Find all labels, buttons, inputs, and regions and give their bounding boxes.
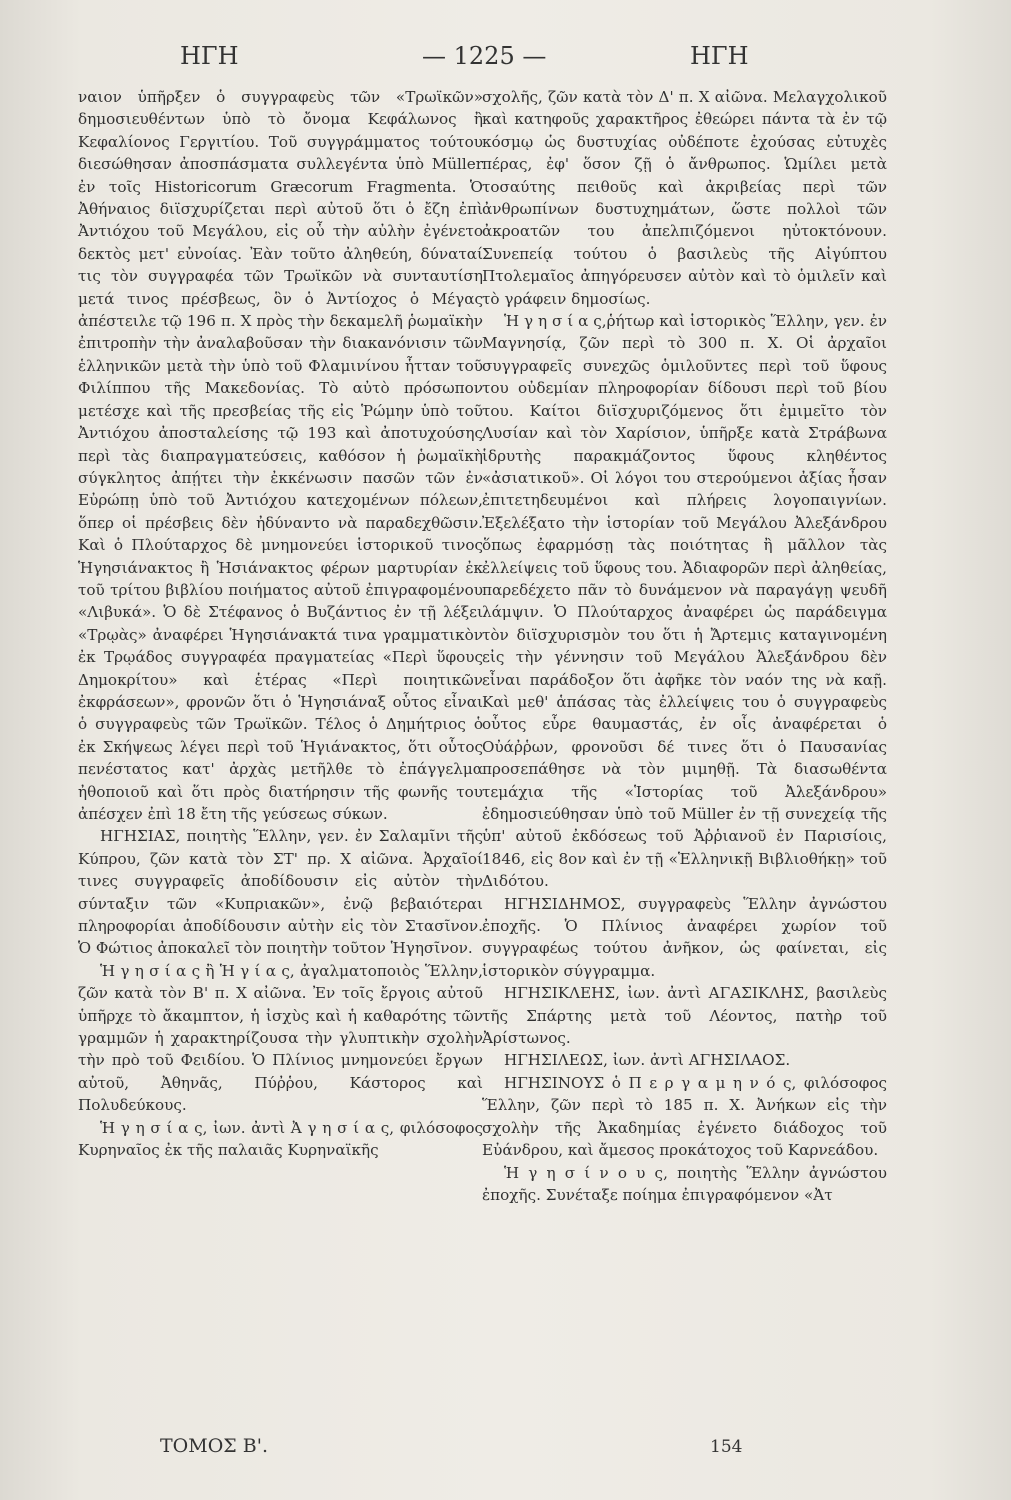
page-header: [60, 42, 950, 82]
right-paragraph: ΗΓΗΣΙΝΟΥΣ ὁ Π ε ρ γ α μ η ν ό ς, φιλόσοφος Ἕλλην, ζῶν περὶ τὸ 185 π. Χ. Ἀνήκων εἰς τὴν σχολὴν τῆς Ἀκαδημίας ἐγένετο διάδοχος τοῦ Εὐάνδρου, καὶ ἄμεσος προκάτοχος τοῦ Καρνεάδου.: [482, 1073, 887, 1160]
right-paragraph: ΗΓΗΣΙΔΗΜΟΣ, συγγραφεὺς Ἕλλην ἀγνώστου ἐποχῆς. Ὁ Πλίνιος ἀναφέρει χωρίον τοῦ συγγραφέως τούτου ἀνῆκον, ὡς φαίνεται, εἰς ἱστορικὸν σύγγραμμα.: [482, 894, 887, 980]
page-number: — 1225 —: [422, 42, 547, 70]
volume-label: ΤΟΜΟΣ Β'.: [160, 1435, 268, 1457]
right-paragraph: ΗΓΗΣΙΛΕΩΣ, ἰων. ἀντὶ ΑΓΗΣΙΛΑΟΣ.: [504, 1051, 791, 1070]
right-column: [482, 86, 887, 1206]
left-paragraph: Ἡ γ η σ ί α ς ἢ Ἡ γ ί α ς, ἀγαλματοποιὸς Ἕλλην, ζῶν κατὰ τὸν Β' π. Χ αἰῶνα. Ἐν τοῖς ἔργοις αὐτοῦ ὑπῆρχε τὸ ἄκαμπτον, ἡ ἰσχὺς καὶ ἡ καθαρότης τῶν γραμμῶν ἡ χαρακτηρίζουσα τὴν γλυπτικὴν σχολὴν τὴν πρὸ τοῦ Φειδίου. Ὁ Πλίνιος μνημονεύει ἔργων αὐτοῦ, Ἀθηνᾶς, Πύῤῥου, Κάστορος καὶ Πολυδεύκους.: [78, 961, 483, 1115]
signature-mark: 154: [710, 1437, 743, 1457]
left-paragraph: Ἡ γ η σ ί α ς, ἰων. ἀντὶ Ἀ γ η σ ί α ς, φιλόσοφος Κυρηναῖος ἐκ τῆς παλαιᾶς Κυρηναϊκῆς: [78, 1118, 483, 1160]
left-paragraph: ναιον ὑπῆρξεν ὁ συγγραφεὺς τῶν «Τρωϊκῶν» δημοσιευθέντων ὑπὸ τὸ ὄνομα Κεφάλωνος ἢ Κεφαλίονος Γεργιτίου. Τοῦ συγγράμματος τούτου διεσώθησαν ἀποσπάσματα συλλεγέντα ὑπὸ Müller ἐν τοῖς Historicorum Græcorum Fragmenta. Ὁ Ἀθήναιος διϊσχυρίζεται περὶ αὐτοῦ ὅτι ὁ ἔζη ἐπὶ Ἀντιόχου τοῦ Μεγάλου, εἰς οὗ τὴν αὐλὴν ἐγένετο δεκτὸς μετ' εὐνοίας. Ἐὰν τοῦτο ἀληθεύη, δύναταί τις τὸν συγγραφέα τῶν Τρωϊκῶν νὰ συνταυτίση μετά τινος πρέσβεως, ὃν ὁ Ἀντίοχος ὁ Μέγας ἀπέστειλε τῷ 196 π. Χ πρὸς τὴν δεκαμελῆ ῥωμαϊκὴν ἐπιτροπὴν τὴν ἀναλαβοῦσαν τὴν διακανόνισιν τῶν ἑλληνικῶν μετὰ τὴν ὑπὸ τοῦ Φλαμινίνου ἧτταν τοῦ Φιλίππου τῆς Μακεδονίας. Τὸ αὐτὸ πρόσωπον μετέσχε καὶ τῆς πρεσβείας τῆς εἰς Ῥώμην ὑπὸ τοῦ Ἀντιόχου ἀποσταλείσης τῷ 193 καὶ ἀποτυχούσης περὶ τὰς διαπραγματεύσεις, καθόσον ἡ ῥωμαϊκὴ σύγκλητος ἀπῄτει τὴν ἐκκένωσιν πασῶν τῶν ἐν Εὐρώπῃ ὑπὸ τοῦ Ἀντιόχου κατεχομένων πόλεων, ὅπερ οἱ πρέσβεις δὲν ἠδύναντο νὰ παραδεχθῶσιν. Καὶ ὁ Πλούταρχος δὲ μνημονεύει ἱστορικοῦ τινος Ἡγησιάνακτος ἢ Ἡσιάνακτος φέρων μαρτυρίαν ἐκ τοῦ τρίτου βιβλίου ποιήματος αὐτοῦ ἐπιγραφομένου «Λιβυκά». Ὁ δὲ Στέφανος ὁ Βυζάντιος ἐν τῇ λέξει «Τρῳὰς» ἀναφέρει Ἡγησιάνακτά τινα γραμματικὸν ἐκ Τρῳάδος συγγραφέα πραγματείας «Περὶ ὕφους Δημοκρίτου» καὶ ἑτέρας «Περὶ ποιητικῶν ἐκφράσεων», φρονῶν ὅτι ὁ Ἡγησιάναξ οὗτος εἶναι ὁ συγγραφεὺς τῶν Τρωϊκῶν. Τέλος ὁ Δημήτριος ὁ ἐκ Σκήψεως λέγει περὶ τοῦ Ἡγιάνακτος, ὅτι οὗτος πενέστατος κατ' ἀρχὰς μετῆλθε τὸ ἐπάγγελμα ἠθοποιοῦ καὶ ὅτι πρὸς διατήρησιν τῆς φωνῆς του ἀπέσχεν ἐπὶ 18 ἔτη τῆς γεύσεως σύκων.: [78, 88, 483, 823]
right-paragraph: σχολῆς, ζῶν κατὰ τὸν Δ' π. Χ αἰῶνα. Μελαγχολικοῦ καὶ κατηφοῦς χαρακτῆρος ἐθεώρει πάντα τὰ ἐν τῷ κόσμῳ ὡς δυστυχίας οὐδέποτε ἐχούσας εὐτυχὲς πέρας, ἐφ' ὅσον ζῇ ὁ ἄνθρωπος. Ὡμίλει μετὰ τοσαύτης πειθοῦς καὶ ἀκριβείας περὶ τῶν ἀνθρωπίνων δυστυχημάτων, ὥστε πολλοὶ τῶν ἀκροατῶν του ἀπελπιζόμενοι ηὐτοκτόνουν. Συνεπείᾳ τούτου ὁ βασιλεὺς τῆς Αἰγύπτου Πτολεμαῖος ἀπηγόρευσεν αὐτὸν καὶ τὸ ὁμιλεῖν καὶ τὸ γράφειν δημοσίως.: [482, 88, 887, 308]
header-left-word: ΗΓΗ: [180, 42, 239, 70]
left-paragraph: ΗΓΗΣΙΑΣ, ποιητὴς Ἕλλην, γεν. ἐν Σαλαμῖνι τῆς Κύπρου, ζῶν κατὰ τὸν ΣΤ' πρ. Χ αἰῶνα. Ἀρχαῖοί τινες συγγραφεῖς ἀποδίδουσιν εἰς αὐτὸν τὴν σύνταξιν τῶν «Κυπριακῶν», ἐνῷ βεβαιότεραι πληροφορίαι ἀποδίδουσιν αὐτὴν εἰς τὸν Στασῖνον. Ὁ Φώτιος ἀποκαλεῖ τὸν ποιητὴν τοῦτον Ἡγησῖνον.: [78, 827, 483, 958]
right-paragraph: Ἡ γ η σ ί ν ο υ ς, ποιητὴς Ἕλλην ἀγνώστου ἐποχῆς. Συνέταξε ποίημα ἐπιγραφόμενον «Ἀτ: [482, 1163, 887, 1204]
header-right-word: ΗΓΗ: [690, 42, 749, 70]
left-column: [78, 86, 483, 1162]
right-paragraph: Ἡ γ η σ ί α ς,ῥήτωρ καὶ ἱστορικὸς Ἕλλην, γεν. ἐν Μαγνησίᾳ, ζῶν περὶ τὸ 300 π. Χ. Οἱ ἀρχαῖοι συγγραφεῖς συνεχῶς ὁμιλοῦντες περὶ τοῦ ὕφους του οὐδεμίαν πληροφορίαν δίδουσι περὶ τοῦ βίου του. Καίτοι διϊσχυριζόμενος ὅτι ἐμιμεῖτο τὸν Λυσίαν καὶ τὸν Χαρίσιον, ὑπῆρξε κατὰ Στράβωνα ἱδρυτὴς παρακμάζοντος ὕφους κληθέντος «ἀσιατικοῦ». Οἱ λόγοι του στερούμενοι ἀξίας ἦσαν ἐπιτετηδευμένοι καὶ πλήρεις λογοπαιγνίων. Ἐξελέξατο τὴν ἱστορίαν τοῦ Μεγάλου Ἀλεξάνδρου ὅπως ἐφαρμόσῃ τὰς ποιότητας ἢ μᾶλλον τὰς ἐλλείψεις τοῦ ὕφους του. Ἀδιαφορῶν περὶ ἀληθείας, παρεδέχετο πᾶν τὸ δυνάμενον νὰ παραγάγῃ ψευδῆ λάμψιν. Ὁ Πλούταρχος ἀναφέρει ὡς παράδειγμα τὸν διϊσχυρισμὸν του ὅτι ἡ Ἄρτεμις καταγινομένη εἰς τὴν γέννησιν τοῦ Μεγάλου Ἀλεξάνδρου δὲν εἶναι παράδοξον ὅτι ἀφῆκε τὸν ναόν της νὰ καῇ. Καὶ μεθ' ἁπάσας τὰς ἐλλείψεις του ὁ συγγραφεὺς οὗτος εὗρε θαυμαστάς, ἐν οἷς ἀναφέρεται ὁ Οὐάῤῥων, φρονοῦσι δέ τινες ὅτι ὁ Παυσανίας προσεπάθησε νὰ τὸν μιμηθῇ. Τὰ διασωθέντα τεμάχια τῆς «Ἱστορίας τοῦ Ἀλεξάνδρου» ἐδημοσιεύθησαν ὑπὸ τοῦ Müller ἐν τῇ συνεχείᾳ τῆς ὑπ' αὐτοῦ ἐκδόσεως τοῦ Ἀῤῥιανοῦ ἐν Παρισίοις, 1846, εἰς 8ον καὶ ἐν τῇ «Ἑλληνικῇ Βιβλιοθήκῃ» τοῦ Διδότου.: [482, 312, 887, 891]
right-paragraph: ΗΓΗΣΙΚΛΕΗΣ, ἰων. ἀντὶ ΑΓΑΣΙΚΛΗΣ, βασιλεὺς τῆς Σπάρτης μετὰ τοῦ Λέοντος, πατὴρ τοῦ Ἀρίστωνος.: [482, 984, 887, 1048]
